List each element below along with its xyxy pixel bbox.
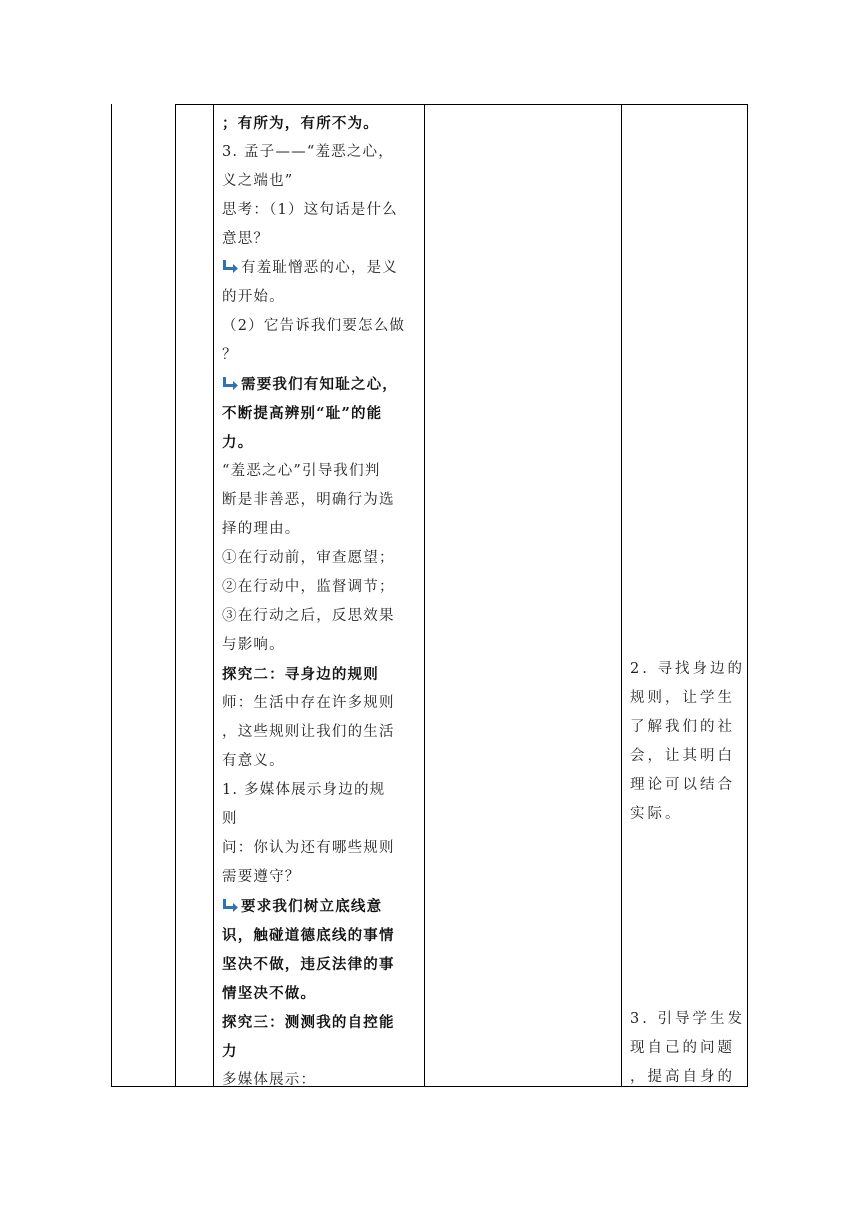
content-line: [222, 689, 405, 718]
content-line: [222, 254, 405, 283]
content-line-text: 与影响。: [222, 637, 285, 653]
design-intent-line: ，提高自身的: [630, 1069, 735, 1085]
content-line-text: ；有所为，有所不为。: [222, 115, 379, 132]
content-line: [222, 660, 405, 689]
content-line: [222, 457, 405, 486]
bent-arrow-icon: [222, 376, 239, 390]
content-line: [222, 544, 405, 573]
content-line-text: 有羞耻憎恶的心，是义: [241, 260, 398, 276]
design-intent-line: 现自己的问题: [630, 1040, 735, 1056]
bent-arrow-icon: [222, 259, 239, 273]
content-line: [222, 892, 405, 921]
content-line: [222, 167, 405, 196]
content-line-text: 师：生活中存在许多规则: [222, 695, 395, 711]
content-line-text: 义之端也”: [222, 173, 294, 189]
content-line: [222, 312, 405, 341]
content-line-text: 力。: [222, 434, 254, 451]
design-intent-line: 3. 引导学生发: [630, 1011, 745, 1027]
column-divider-1: [175, 104, 176, 1087]
content-line: [222, 950, 405, 979]
table-border-right: [747, 104, 748, 1087]
content-line: [222, 109, 405, 138]
content-line-text: 情坚决不做。: [222, 985, 317, 1002]
design-intent-line: 实际。: [630, 806, 683, 822]
content-line: [222, 631, 405, 660]
content-line: [222, 863, 405, 892]
teaching-content-cell: [222, 109, 405, 1095]
content-line: [222, 718, 405, 747]
column-divider-3: [424, 104, 425, 1087]
column-divider-2: [213, 104, 214, 1087]
content-line: [222, 747, 405, 776]
content-line: [222, 283, 405, 312]
content-line: [222, 341, 405, 370]
content-line: [222, 196, 405, 225]
content-line: [222, 1008, 405, 1037]
content-line-text: 断是非善恶，明确行为选: [222, 492, 395, 508]
content-line: [222, 225, 405, 254]
design-intent-line: 了解我们的社: [630, 719, 735, 735]
content-line: [222, 805, 405, 834]
content-line: [222, 428, 405, 457]
content-line: [222, 602, 405, 631]
design-intent-block-1: [630, 655, 745, 829]
content-line-text: 则: [222, 811, 238, 827]
content-line-text: 坚决不做，违反法律的事: [222, 956, 395, 973]
table-top-border-segment: [175, 104, 748, 105]
content-line: [222, 776, 405, 805]
content-line: [222, 834, 405, 863]
content-line-text: 意思？: [222, 231, 270, 247]
content-line: [222, 1066, 405, 1095]
content-line-text: ？: [222, 347, 238, 363]
content-line-text: 探究三：测测我的自控能: [222, 1014, 395, 1031]
content-line: [222, 573, 405, 602]
content-line: [222, 1037, 405, 1066]
content-line-text: （2）它告诉我们要怎么做: [222, 318, 406, 334]
content-line: [222, 370, 405, 399]
content-line-text: 有意义。: [222, 753, 285, 769]
content-line-text: 的开始。: [222, 289, 285, 305]
design-intent-block-2: [630, 1005, 745, 1092]
content-line-text: ①在行动前，审查愿望；: [222, 550, 395, 566]
content-line-text: 择的理由。: [222, 521, 301, 537]
column-divider-4: [621, 104, 622, 1087]
content-line-text: 不断提高辨别“耻”的能: [222, 405, 383, 422]
content-line: [222, 979, 405, 1008]
bent-arrow-icon: [222, 898, 239, 912]
content-line-text: 需要遵守？: [222, 869, 301, 885]
design-intent-line: 2. 寻找身边的: [630, 661, 745, 677]
content-line: [222, 515, 405, 544]
content-line: [222, 921, 405, 950]
content-line: [222, 486, 405, 515]
content-line-text: 力: [222, 1043, 238, 1060]
content-line-text: 识，触碰道德底线的事情: [222, 927, 395, 944]
design-intent-line: 理论可以结合: [630, 777, 735, 793]
content-line: [222, 138, 405, 167]
content-line: [222, 399, 405, 428]
content-line-text: 探究二：寻身边的规则: [222, 666, 379, 683]
content-line-text: ②在行动中，监督调节；: [222, 579, 395, 595]
table-border-left: [111, 104, 112, 1087]
design-intent-line: 规则，让学生: [630, 690, 735, 706]
content-line-text: 1. 多媒体展示身边的规: [222, 782, 386, 798]
content-line-text: “羞恶之心”引导我们判: [222, 463, 381, 479]
content-line-text: 要求我们树立底线意: [241, 898, 383, 915]
content-line-text: ，这些规则让我们的生活: [222, 724, 395, 740]
content-line-text: 多媒体展示：: [222, 1072, 317, 1088]
content-line-text: 需要我们有知耻之心，: [241, 376, 398, 393]
content-line-text: 思考：（1）这句话是什么: [222, 202, 398, 218]
content-line-text: 3. 孟子——“羞恶之心，: [222, 144, 394, 160]
design-intent-line: 会，让其明白: [630, 748, 735, 764]
content-line-text: 问：你认为还有哪些规则: [222, 840, 395, 856]
content-line-text: ③在行动之后，反思效果: [222, 608, 395, 624]
